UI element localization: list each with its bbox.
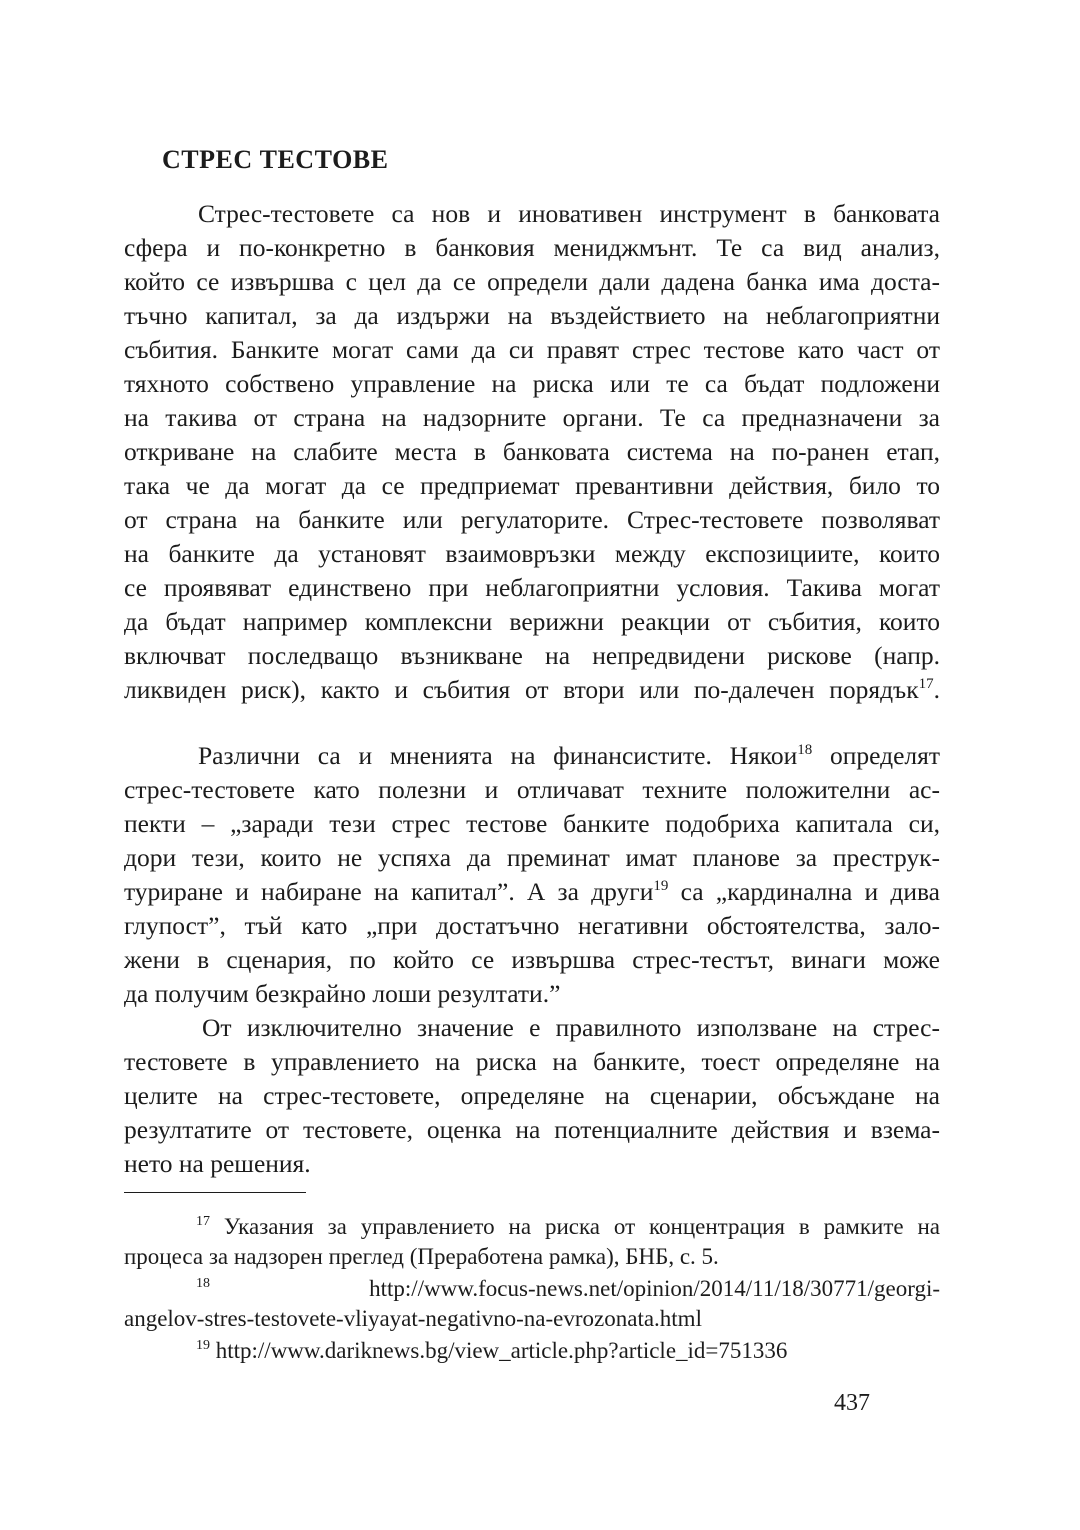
text-line: се проявяват единствено при неблагоприятни условия. Такива могат	[124, 573, 940, 602]
text-line: ликвиден риск), както и събития от втори или по-далечен порядък$^{17}$.	[124, 675, 940, 704]
text-line: от страна на банките или регулаторите. Стрес-тестовете позволяват	[124, 505, 940, 534]
text-line: жени в сценария, по който се извършва стрес-тестът, винаги може	[124, 945, 940, 974]
text-line: стрес-тестовете като полезни и отличават техните положителни ас-	[124, 775, 940, 804]
text-line: да получим безкрайно лоши резултати.”	[124, 979, 561, 1008]
text-line: включват последващо възникване на непредвидени рискове (напр.	[124, 641, 940, 670]
text-line: откриване на слабите места в банковата система на по-ранен етап,	[124, 437, 940, 466]
text-line: От изключително значение е правилното използване на стрес-	[202, 1013, 940, 1042]
footnote-18: $^{18}$ http://www.focus-news.net/opinion/2014/11/18/30771/georgi-	[196, 1276, 940, 1301]
text-line: нето на решения.	[124, 1149, 311, 1178]
footnote-17: $^{17}$ Указания за управлението на риска от концентрация в рамките на	[196, 1214, 940, 1239]
text-line: Различни са и мненията на финансистите. Някои$^{18}$ определят	[198, 741, 941, 770]
footnote-19-link[interactable]: http://www.dariknews.bg/view_article.php?article_id=751336	[215, 1338, 788, 1363]
footnote-ref-17[interactable]: 17	[918, 676, 934, 692]
text-line: на такива от страна на надзорните органи. Те са предназначени за	[124, 403, 940, 432]
text-line: да бъдат например комплексни верижни реакции от събития, които	[124, 607, 940, 636]
text-line: туриране и набиране на капитал”. А за други$^{19}$ са „кардинална и дива	[124, 877, 940, 906]
text-line: пекти – „заради тези стрес тестове банките подобриха капитала си,	[124, 809, 940, 838]
page-number: 437	[834, 1390, 870, 1416]
footnote-ref-19[interactable]: 19	[653, 878, 669, 894]
text-line: целите на стрес-тестовете, определяне на сценарии, обсъждане на	[124, 1081, 940, 1110]
text-line: Стрес-тестовете са нов и иновативен инструмент в банковата	[198, 199, 940, 228]
footnote-18-link[interactable]: http://www.focus-news.net/opinion/2014/11/18/30771/georgi-	[369, 1276, 940, 1301]
footnote-line[interactable]: angelov-stres-testovete-vliyayat-negativno-na-evrozonata.html	[124, 1306, 702, 1331]
text-line: резултатите от тестовете, оценка на потенциалните действия и взема-	[124, 1115, 940, 1144]
footnote-line: процеса за надзорен преглед (Преработена рамка), БНБ, с. 5.	[124, 1244, 719, 1269]
footnote-separator	[124, 1192, 306, 1193]
text-line: сфера и по-конкретно в банковия мениджмънт. Те са вид анализ,	[124, 233, 940, 262]
text-line: тестовете в управлението на риска на банките, тоест определяне на	[124, 1047, 940, 1076]
footnote-19: $^{19}$ http://www.dariknews.bg/view_article.php?article_id=751336	[196, 1338, 788, 1363]
text-line: събития. Банките могат сами да си правят стрес тестове като част от	[124, 335, 940, 364]
text-line: така че да могат да се предприемат превантивни действия, било то	[124, 471, 940, 500]
text-line: тяхното собствено управление на риска или те са бъдат подложени	[124, 369, 940, 398]
text-line: на банките да установят взаимовръзки между експозициите, които	[124, 539, 940, 568]
text-line: дори тези, които не успяха да преминат имат планове за преструк-	[124, 843, 940, 872]
section-heading: СТРЕС ТЕСТОВЕ	[162, 145, 389, 174]
text-line: тъчно капитал, за да издържи на въздействието на неблагоприятни	[124, 301, 940, 330]
text-line: глупост”, тъй като „при достатъчно негативни обстоятелства, зало-	[124, 911, 940, 940]
footnote-ref-18[interactable]: 18	[797, 742, 813, 758]
text-line: който се извършва с цел да се определи дали дадена банка има доста-	[124, 267, 940, 296]
